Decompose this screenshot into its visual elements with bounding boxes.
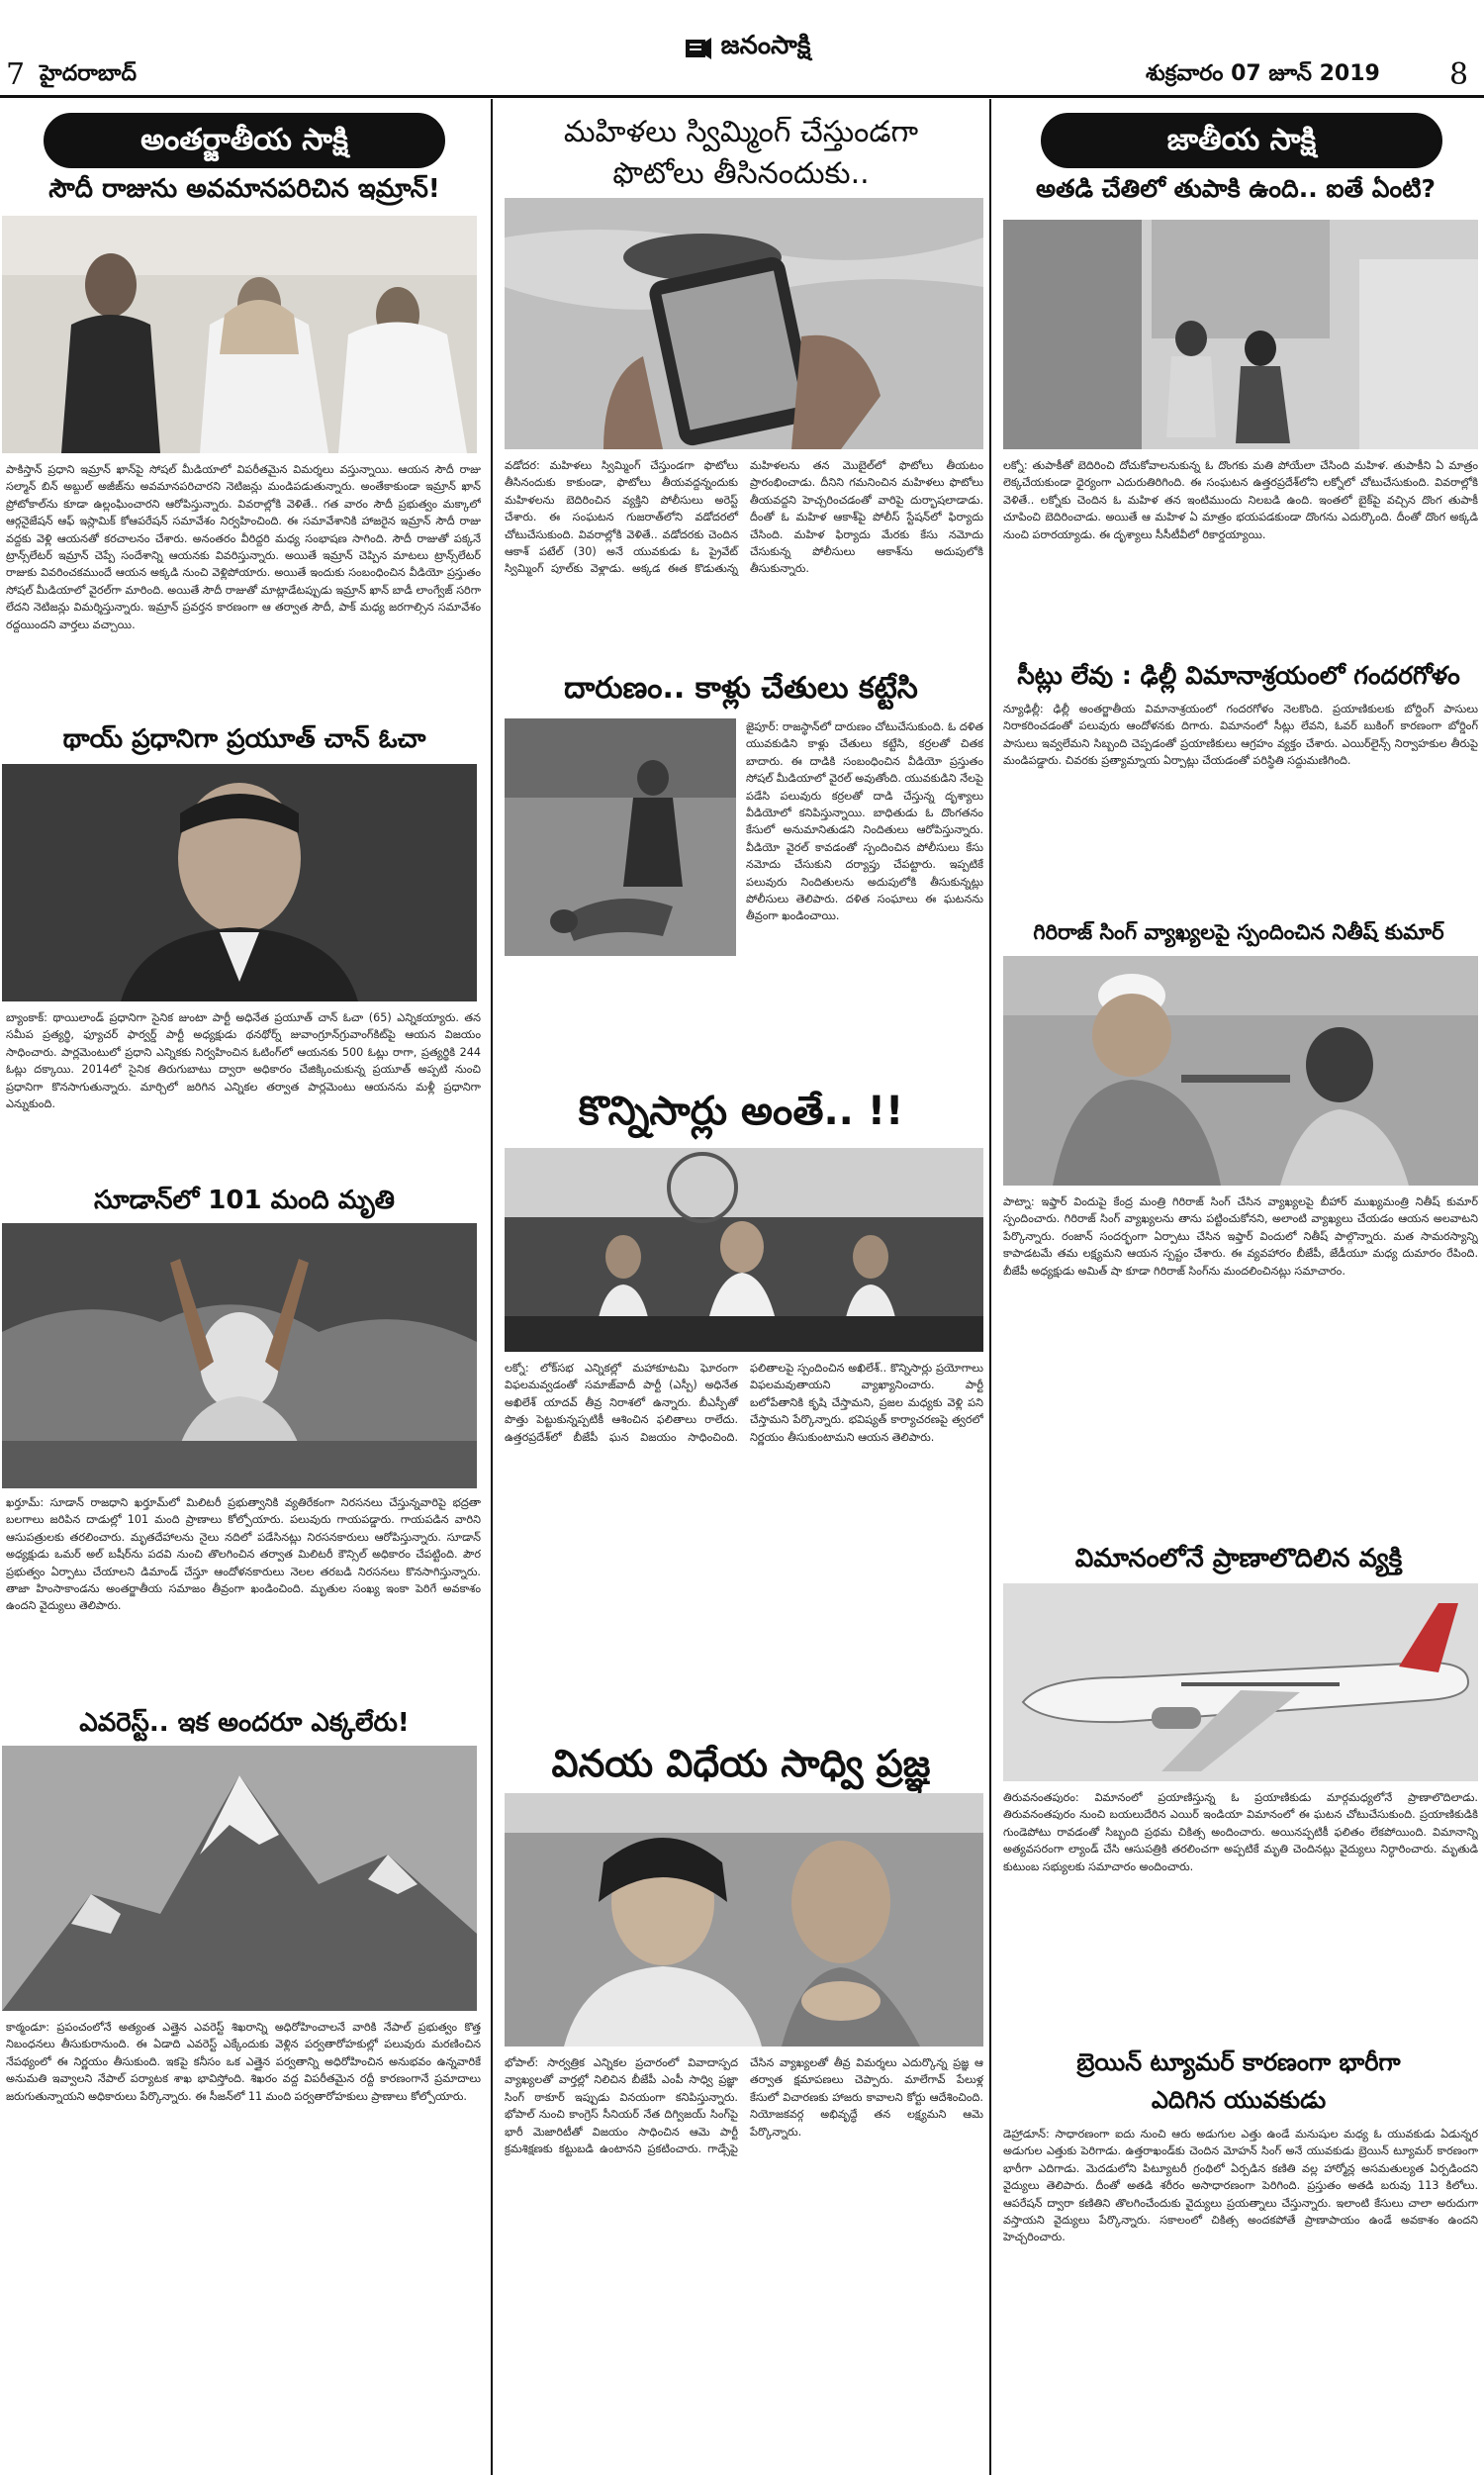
headline-swimming-line2: ఫొటోలు తీసినందుకు.. — [612, 156, 870, 191]
column-divider-1 — [491, 99, 493, 2475]
photo-akhilesh — [505, 1148, 983, 1352]
article-swimming-body: వడోదర: మహిళలు స్విమ్మింగ్ చేస్తుండగా ఫొటోలు తీసినందుకు కాకుండా, ఫొటోలు తీయవద్దన్నందుకు మహిళలను బెదిరించిన వ్యక్తిని పోలీసులు అరెస్ట్ చేశారు. ఈ సంఘటన గుజరాత్‌లోని వడోదరలో చోటుచేసుకుంది. వివరాల్లోకి వెళితే.. వడోదరకు చెందిన ఆకాశ్ పటేల్ (30) అనే యువకుడు ఓ ప్రైవేట్ స్విమ్మింగ్ పూల్‌కు వెళ్లాడు. అక్కడ ఈత కొడుతున్న మహిళలను తన మొబైల్‌లో ఫొటోలు తీయటం ప్రారంభించాడు. దీనిని గమనించిన మహిళలు ఫొటోలు తీయవద్దని హెచ్చరించడంతో వారిపై దుర్భాషలాడాడు. దీంతో ఓ మహిళ ఆకాశ్‌పై పోలీస్ స్టేషన్‌లో ఫిర్యాదు చేసింది. మహిళ ఫిర్యాదు మేరకు కేసు నమోదు చేసుకున్న పోలీసులు ఆకాశ్‌ను అదుపులోకి తీసుకున్నారు. — [505, 459, 983, 576]
article-delhi-body: న్యూఢిల్లీ: ఢిల్లీ అంతర్జాతీయ విమానాశ్రయంలో గందరగోళం నెలకొంది. ప్రయాణికులకు బోర్డింగ్ పాసులు నిరాకరించడంతో పలువురు ఆందోళనకు దిగారు. విమానంలో సీట్లు లేవని, ఓవర్ బుకింగ్ కారణంగా బోర్డింగ్ పాసులు ఇవ్వలేమని సిబ్బంది చెప్పడంతో ప్రయాణికులు ఆగ్రహం వ్యక్తం చేశారు. ఎయిర్‌లైన్స్ నిర్వాహకుల తీరుపై మండిపడ్డారు. చివరకు ప్రత్యామ్నాయ ఏర్పాట్లు చేయడంతో పరిస్థితి సద్దుమణిగింది. — [1003, 703, 1478, 768]
headline-everest: ఎవరెస్ట్.. ఇక అందరూ ఎక్కలేరు! — [79, 1708, 410, 1738]
headline-tumor-line2: ఎదిగిన యువకుడు — [1151, 2086, 1327, 2114]
article-nitish-body: పాట్నా: ఇఫ్తార్ విందుపై కేంద్ర మంత్రి గిరిరాజ్ సింగ్ చేసిన వ్యాఖ్యలపై బీహార్ ముఖ్యమంత్రి నితీష్ కుమార్ స్పందించారు. గిరిరాజ్ సింగ్ వ్యాఖ్యలను తాను పట్టించుకోనని, అలాంటి వ్యాఖ్యలు చేయడం ఆయన అలవాటని పేర్కొన్నారు. రంజాన్ సందర్భంగా ఏర్పాటు చేసిన ఇఫ్తార్ విందులో నితీష్ పాల్గొన్నారు. మత సామరస్యాన్ని కాపాడటమే తమ లక్ష్యమని ఆయన స్పష్టం చేశారు. ఈ వ్యవహారం బీజేపీ, జేడీయూ మధ్య దుమారం రేపింది. బీజేపీ అధ్యక్షుడు అమిత్ షా కూడా గిరిరాజ్ సింగ్‌ను మందలించినట్లు సమాచారం. — [1003, 1195, 1478, 1278]
article-thai-body: బ్యాంకాక్: థాయిలాండ్ ప్రధానిగా సైనిక జుంటా పార్టీ అధినేత ప్రయూత్ చాన్ ఓచా (65) ఎన్నికయ్యారు. తన సమీప ప్రత్యర్థి, ఫ్యూచర్ ఫార్వర్డ్ పార్టీ అధ్యక్షుడు థనథోర్న్ జువాంగ్రూన్‌గ్రువాంగ్‌కిట్‌పై ఆయన విజయం సాధించారు. పార్లమెంటులో ప్రధాని ఎన్నికకు నిర్వహించిన ఓటింగ్‌లో ఆయనకు 500 ఓట్లు రాగా, ప్రత్యర్థికి 244 ఓట్లు దక్కాయి. 2014లో సైనిక తిరుగుబాటు ద్వారా అధికారం చేజిక్కించుకున్న ప్రయూత్ అప్పటి నుంచి ప్రధానిగా కొనసాగుతున్నారు. మార్చిలో జరిగిన ఎన్నికల తర్వాత పార్లమెంటు ఆయనను మళ్లీ ప్రధానిగా ఎన్నుకుంది. — [6, 1011, 481, 1111]
headline-dalit-attack: దారుణం.. కాళ్లు చేతులు కట్టేసి — [564, 671, 918, 706]
headline-swimming-line1: మహిళలు స్విమ్మింగ్ చేస్తుండగా — [563, 115, 919, 149]
article-sudan-body: ఖర్తూమ్: సూడాన్ రాజధాని ఖర్తూమ్‌లో మిలిటరీ ప్రభుత్వానికి వ్యతిరేకంగా నిరసనలు చేస్తున్నవారిపై భద్రతా బలగాలు జరిపిన దాడుల్లో 101 మంది ప్రాణాలు కోల్పోయారు. పలువురు గాయపడ్డారు. గాయపడిన వారిని ఆసుపత్రులకు తరలించారు. మృతదేహాలను నైలు నదిలో పడేసినట్లు నిరసనకారులు ఆరోపిస్తున్నారు. సూడాన్ అధ్యక్షుడు ఒమర్ అల్ బషీర్‌ను పదవి నుంచి తొలగించిన తర్వాత మిలిటరీ కౌన్సిల్ అధికారం చేపట్టింది. పౌర ప్రభుత్వం ఏర్పాటు చేయాలని డిమాండ్ చేస్తూ ఆందోళనకారులు నెలల తరబడి నిరసనలు కొనసాగిస్తున్నారు. తాజా హింసాకాండను అంతర్జాతీయ సమాజం తీవ్రంగా ఖండించింది. మృతుల సంఖ్య ఇంకా పెరిగే అవకాశం ఉందని వైద్యులు తెలిపారు. — [6, 1496, 481, 1613]
article-pragya-body: భోపాల్: సార్వత్రిక ఎన్నికల ప్రచారంలో వివాదాస్పద వ్యాఖ్యలతో వార్తల్లో నిలిచిన బీజేపీ ఎంపీ సాధ్వి ప్రజ్ఞా సింగ్ ఠాకూర్ ఇప్పుడు వినయంగా కనిపిస్తున్నారు. భోపాల్ నుంచి కాంగ్రెస్ సీనియర్ నేత దిగ్విజయ్ సింగ్‌పై భారీ మెజారిటీతో విజయం సాధించిన ఆమె పార్టీ క్రమశిక్షణకు కట్టుబడి ఉంటానని ప్రకటించారు. గాడ్సేపై చేసిన వ్యాఖ్యలతో తీవ్ర విమర్శలు ఎదుర్కొన్న ప్రజ్ఞ ఆ తర్వాత క్షమాపణలు చెప్పారు. మాలేగావ్ పేలుళ్ల కేసులో విచారణకు హాజరు కావాలని కోర్టు ఆదేశించింది. నియోజకవర్గ అభివృద్ధే తన లక్ష్యమని ఆమె పేర్కొన్నారు. — [505, 2056, 983, 2156]
photo-swimming-phone — [505, 198, 983, 449]
header-rule — [0, 95, 1484, 98]
headline-thai: థాయ్ ప్రధానిగా ప్రయూత్ చాన్ ఓచా — [62, 724, 426, 754]
photo-dalit-attack — [505, 718, 736, 956]
photo-nitish-iftar — [1003, 956, 1478, 1186]
photo-sudan-protest — [2, 1223, 477, 1488]
headline-akhilesh: కొన్నిసార్లు అంతే.. !! — [578, 1089, 904, 1134]
headline-gun-woman: అతడి చేతిలో తుపాకి ఉంది.. ఐతే ఏంటి? — [1036, 174, 1436, 203]
article-everest-body: కాఠ్మండూ: ప్రపంచంలోనే అత్యంత ఎత్తైన ఎవరెస్ట్ శిఖరాన్ని అధిరోహించాలనే వారికి నేపాల్ ప్రభుత్వం కొత్త నిబంధనలు తీసుకురానుంది. ఈ ఏడాది ఎవరెస్ట్ ఎక్కేందుకు వెళ్లిన పర్వతారోహకుల్లో పలువురు మరణించిన నేపథ్యంలో ఈ నిర్ణయం తీసుకుంది. ఇకపై కనీసం ఒక ఎత్తైన పర్వతాన్ని అధిరోహించిన అనుభవం ఉన్నవారికే అనుమతి ఇవ్వాలని నేపాల్ పర్యాటక శాఖ భావిస్తోంది. శిఖరం వద్ద విపరీతమైన రద్దీ కారణంగానే ప్రమాదాలు జరుగుతున్నాయని అధికారులు పేర్కొన్నారు. ఈ సీజన్‌లో 11 మంది పర్వతారోహకులు ప్రాణాలు కోల్పోయారు. — [6, 2021, 481, 2103]
section-badge-national: జాతీయ సాక్షి — [1041, 113, 1442, 168]
photo-airplane — [1003, 1583, 1478, 1781]
photo-pragya — [505, 1793, 983, 2047]
headline-pragya: వినయ విధేయ సాధ్వి ప్రజ్ఞ — [551, 1742, 931, 1785]
headline-nitish: గిరిరాజ్ సింగ్ వ్యాఖ్యలపై స్పందించిన నితీష్ కుమార్ — [1033, 920, 1444, 944]
headline-flight-death: విమానంలోనే ప్రాణాలొదిలిన వ్యక్తి — [1074, 1544, 1403, 1573]
headline-sudan: సూడాన్‌లో 101 మంది మృతి — [94, 1186, 395, 1215]
article-dalit-body-a: జైపూర్: రాజస్థాన్‌లో దారుణం చోటుచేసుకుంది. ఓ దళిత యువకుడిని కాళ్లు చేతులు కట్టేసి, కర్రలతో చితక బాదారు. ఈ దాడికి సంబంధించిన వీడియో ప్రస్తుతం సోషల్ మీడియాలో వైరల్ అవుతోంది. యువకుడిని నేలపై పడేసి పలువురు కర్రలతో దాడి చేస్తున్న దృశ్యాలు వీడియోలో కనిపిస్తున్నాయి. బాధితుడు ఓ దొంగతనం కేసులో అనుమానితుడని నిందితులు ఆరోపిస్తున్నారు. వీడియో వైరల్ కావడంతో స్పందించిన పోలీసులు కేసు నమోదు చేసుకుని దర్యాప్తు చేపట్టారు. ఇప్పటికే పలువురు నిందితులను అదుపులోకి తీసుకున్నట్లు పోలీసులు తెలిపారు. దళిత సంఘాలు ఈ ఘటనను తీవ్రంగా ఖండించాయి. — [746, 720, 983, 923]
article-flight-body: తిరువనంతపురం: విమానంలో ప్రయాణిస్తున్న ఓ ప్రయాణికుడు మార్గమధ్యలోనే ప్రాణాలొదిలాడు. తిరువనంతపురం నుంచి బయలుదేరిన ఎయిర్ ఇండియా విమానంలో ఈ ఘటన చోటుచేసుకుంది. ప్రయాణికుడికి గుండెపోటు రావడంతో సిబ్బంది ప్రథమ చికిత్స అందించారు. అయినప్పటికీ ఫలితం లేకపోయింది. విమానాన్ని అత్యవసరంగా ల్యాండ్ చేసి ఆసుపత్రికి తరలించగా అప్పటికే మృతి చెందినట్లు వైద్యులు నిర్ధారించారు. మృతుడి కుటుంబ సభ్యులకు సమాచారం అందించారు. — [1003, 1791, 1478, 1873]
headline-delhi-airport: సీట్లు లేవు : ఢిల్లీ విమానాశ్రయంలో గందరగోళం — [1017, 661, 1460, 690]
photo-cctv-gun — [1003, 220, 1478, 449]
photo-imran-saudi — [2, 216, 477, 453]
article-dalit-body-b — [505, 964, 983, 1079]
section-badge-international: అంతర్జాతీయ సాక్షి — [44, 113, 445, 168]
logo-text: జనంసాక్షి — [720, 31, 811, 60]
page-number-right: 8 — [1449, 57, 1469, 92]
headline-imran: సౌదీ రాజును అవమానపరిచిన ఇమ్రాన్! — [48, 174, 440, 204]
headline-tumor-line1: బ్రెయిన్ ట్యూమర్ కారణంగా భారీగా — [1076, 2048, 1401, 2076]
logo-icon — [684, 34, 713, 63]
page-number-left: 7 — [6, 57, 26, 92]
article-gun-body: లక్నో: తుపాకీతో బెదిరించి దోచుకోవాలనుకున్న ఓ దొంగకు మతి పోయేలా చేసింది మహిళ. తుపాకీని ఏ మాత్రం లెక్కచేయకుండా ధైర్యంగా ఎదురుతిరిగింది. ఈ సంఘటన ఉత్తరప్రదేశ్‌లోని లక్నోలో చోటుచేసుకుంది. వివరాల్లోకి వెళితే.. లక్నోకు చెందిన ఓ మహిళ తన ఇంటిముందు నిలబడి ఉంది. ఇంతలో బైక్‌పై వచ్చిన దొంగ తుపాకీ చూపించి బెదిరించాడు. అయితే ఆ మహిళ ఏ మాత్రం భయపడకుండా దొంగను ఎదుర్కొంది. దీంతో దొంగ అక్కడి నుంచి పరారయ్యాడు. ఈ దృశ్యాలు సీసీటీవీలో రికార్డయ్యాయి. — [1003, 459, 1478, 541]
column-divider-2 — [989, 99, 991, 2475]
middle-column — [495, 99, 987, 2475]
article-imran-body: పాకిస్తాన్ ప్రధాని ఇమ్రాన్ ఖాన్‌పై సోషల్ మీడియాలో విపరీతమైన విమర్శలు వస్తున్నాయి. ఆయన సౌదీ రాజు సల్మాన్ బిన్ అబ్దుల్ అజీజ్‌ను అవమానపరిచారని నెటిజన్లు మండిపడుతున్నారు. అంతేకాకుండా ఇమ్రాన్ ఖాన్ ప్రోటోకాల్‌ను కూడా ఉల్లంఘించారని ఆరోపిస్తున్నారు. వివరాల్లోకి వెళితే.. గత వారం సౌదీ ప్రభుత్వం మక్కాలో ఆర్గనైజేషన్ ఆఫ్ ఇస్లామిక్ కోఆపరేషన్ సమావేశం నిర్వహించింది. ఈ సమావేశానికి హాజరైన ఇమ్రాన్ సౌదీ రాజు వద్దకు వెళ్లి ఆయనతో కరచాలనం చేశారు. అనంతరం వీరిద్దరి మధ్య సంభాషణ సాగింది. సౌదీ రాజుతో పక్కనే ట్రాన్స్‌లేటర్ ఇమ్రాన్ చెప్పే సందేశాన్ని ఆయనకు వివరిస్తున్నారు. అయితే ఇమ్రాన్ చెప్పిన మాటలు ట్రాన్స్‌లేటర్ రాజుకు వివరించకముందే ఆయన అక్కడి నుంచి వెళ్లిపోయారు. అయితే ఇందుకు సంబంధించిన వీడియో ప్రస్తుతం సోషల్ మీడియాలో వైరల్‌గా మారింది. అయితే సౌదీ రాజుతో మాట్లాడేటప్పుడు ఇమ్రాన్ ఖాన్ బాడీ లాంగ్వేజ్ సరిగా లేదని నెటిజన్లు విమర్శిస్తున్నారు. ఇమ్రాన్ ప్రవర్తన కారణంగా ఆ తర్వాత సౌదీ, పాక్ మధ్య జరగాల్సిన సమావేశం రద్దయిందని వార్తలు వచ్చాయి. — [6, 463, 481, 631]
page-header — [0, 0, 1484, 99]
city-label: హైదరాబాద్ — [40, 61, 137, 86]
issue-date: శుక్రవారం 07 జూన్ 2019 — [1146, 61, 1380, 86]
article-akhilesh-body: లక్నో: లోక్‌సభ ఎన్నికల్లో మహాకూటమి ఘోరంగా విఫలమవ్వడంతో సమాజ్‌వాదీ పార్టీ (ఎస్పీ) అధినేత అఖిలేశ్ యాదవ్ తీవ్ర నిరాశలో ఉన్నారు. బీఎస్పీతో పొత్తు పెట్టుకున్నప్పటికీ ఆశించిన ఫలితాలు రాలేదు. ఉత్తరప్రదేశ్‌లో బీజేపీ ఘన విజయం సాధించింది. ఫలితాలపై స్పందించిన అఖిలేశ్.. కొన్నిసార్లు ప్రయోగాలు విఫలమవుతాయని వ్యాఖ్యానించారు. పార్టీ బలోపేతానికి కృషి చేస్తామని, ప్రజల మధ్యకు వెళ్లి పని చేస్తామని పేర్కొన్నారు. భవిష్యత్ కార్యాచరణపై త్వరలో నిర్ణయం తీసుకుంటామని ఆయన తెలిపారు. — [505, 1362, 983, 1444]
photo-prayuth — [2, 764, 477, 1001]
newspaper-logo — [633, 28, 861, 69]
right-column — [993, 99, 1484, 2475]
article-tumor-body: డెహ్రాడూన్: సాధారణంగా ఐదు నుంచి ఆరు అడుగుల ఎత్తు ఉండే మనుషుల మధ్య ఓ యువకుడు ఏడున్నర అడుగుల ఎత్తుకు పెరిగాడు. ఉత్తరాఖండ్‌కు చెందిన మోహన్ సింగ్ అనే యువకుడు బ్రెయిన్ ట్యూమర్ కారణంగా భారీగా ఎదిగాడు. మెదడులోని పిట్యూటరీ గ్రంథిలో ఏర్పడిన కణితి వల్ల హార్మోన్ల అసమతుల్యత ఏర్పడిందని వైద్యులు తెలిపారు. దీంతో అతడి శరీరం అసాధారణంగా పెరిగింది. ప్రస్తుతం అతడి బరువు 113 కిలోలు. ఆపరేషన్ ద్వారా కణితిని తొలగించేందుకు వైద్యులు ప్రయత్నాలు చేస్తున్నారు. ఇలాంటి కేసులు చాలా అరుదుగా వస్తాయని వైద్యులు పేర్కొన్నారు. సకాలంలో చికిత్స అందకపోతే ప్రాణాపాయం ఉండే అవకాశం ఉందని హెచ్చరించారు. — [1003, 2128, 1478, 2244]
photo-everest — [2, 1746, 477, 2011]
left-column — [0, 99, 489, 2475]
